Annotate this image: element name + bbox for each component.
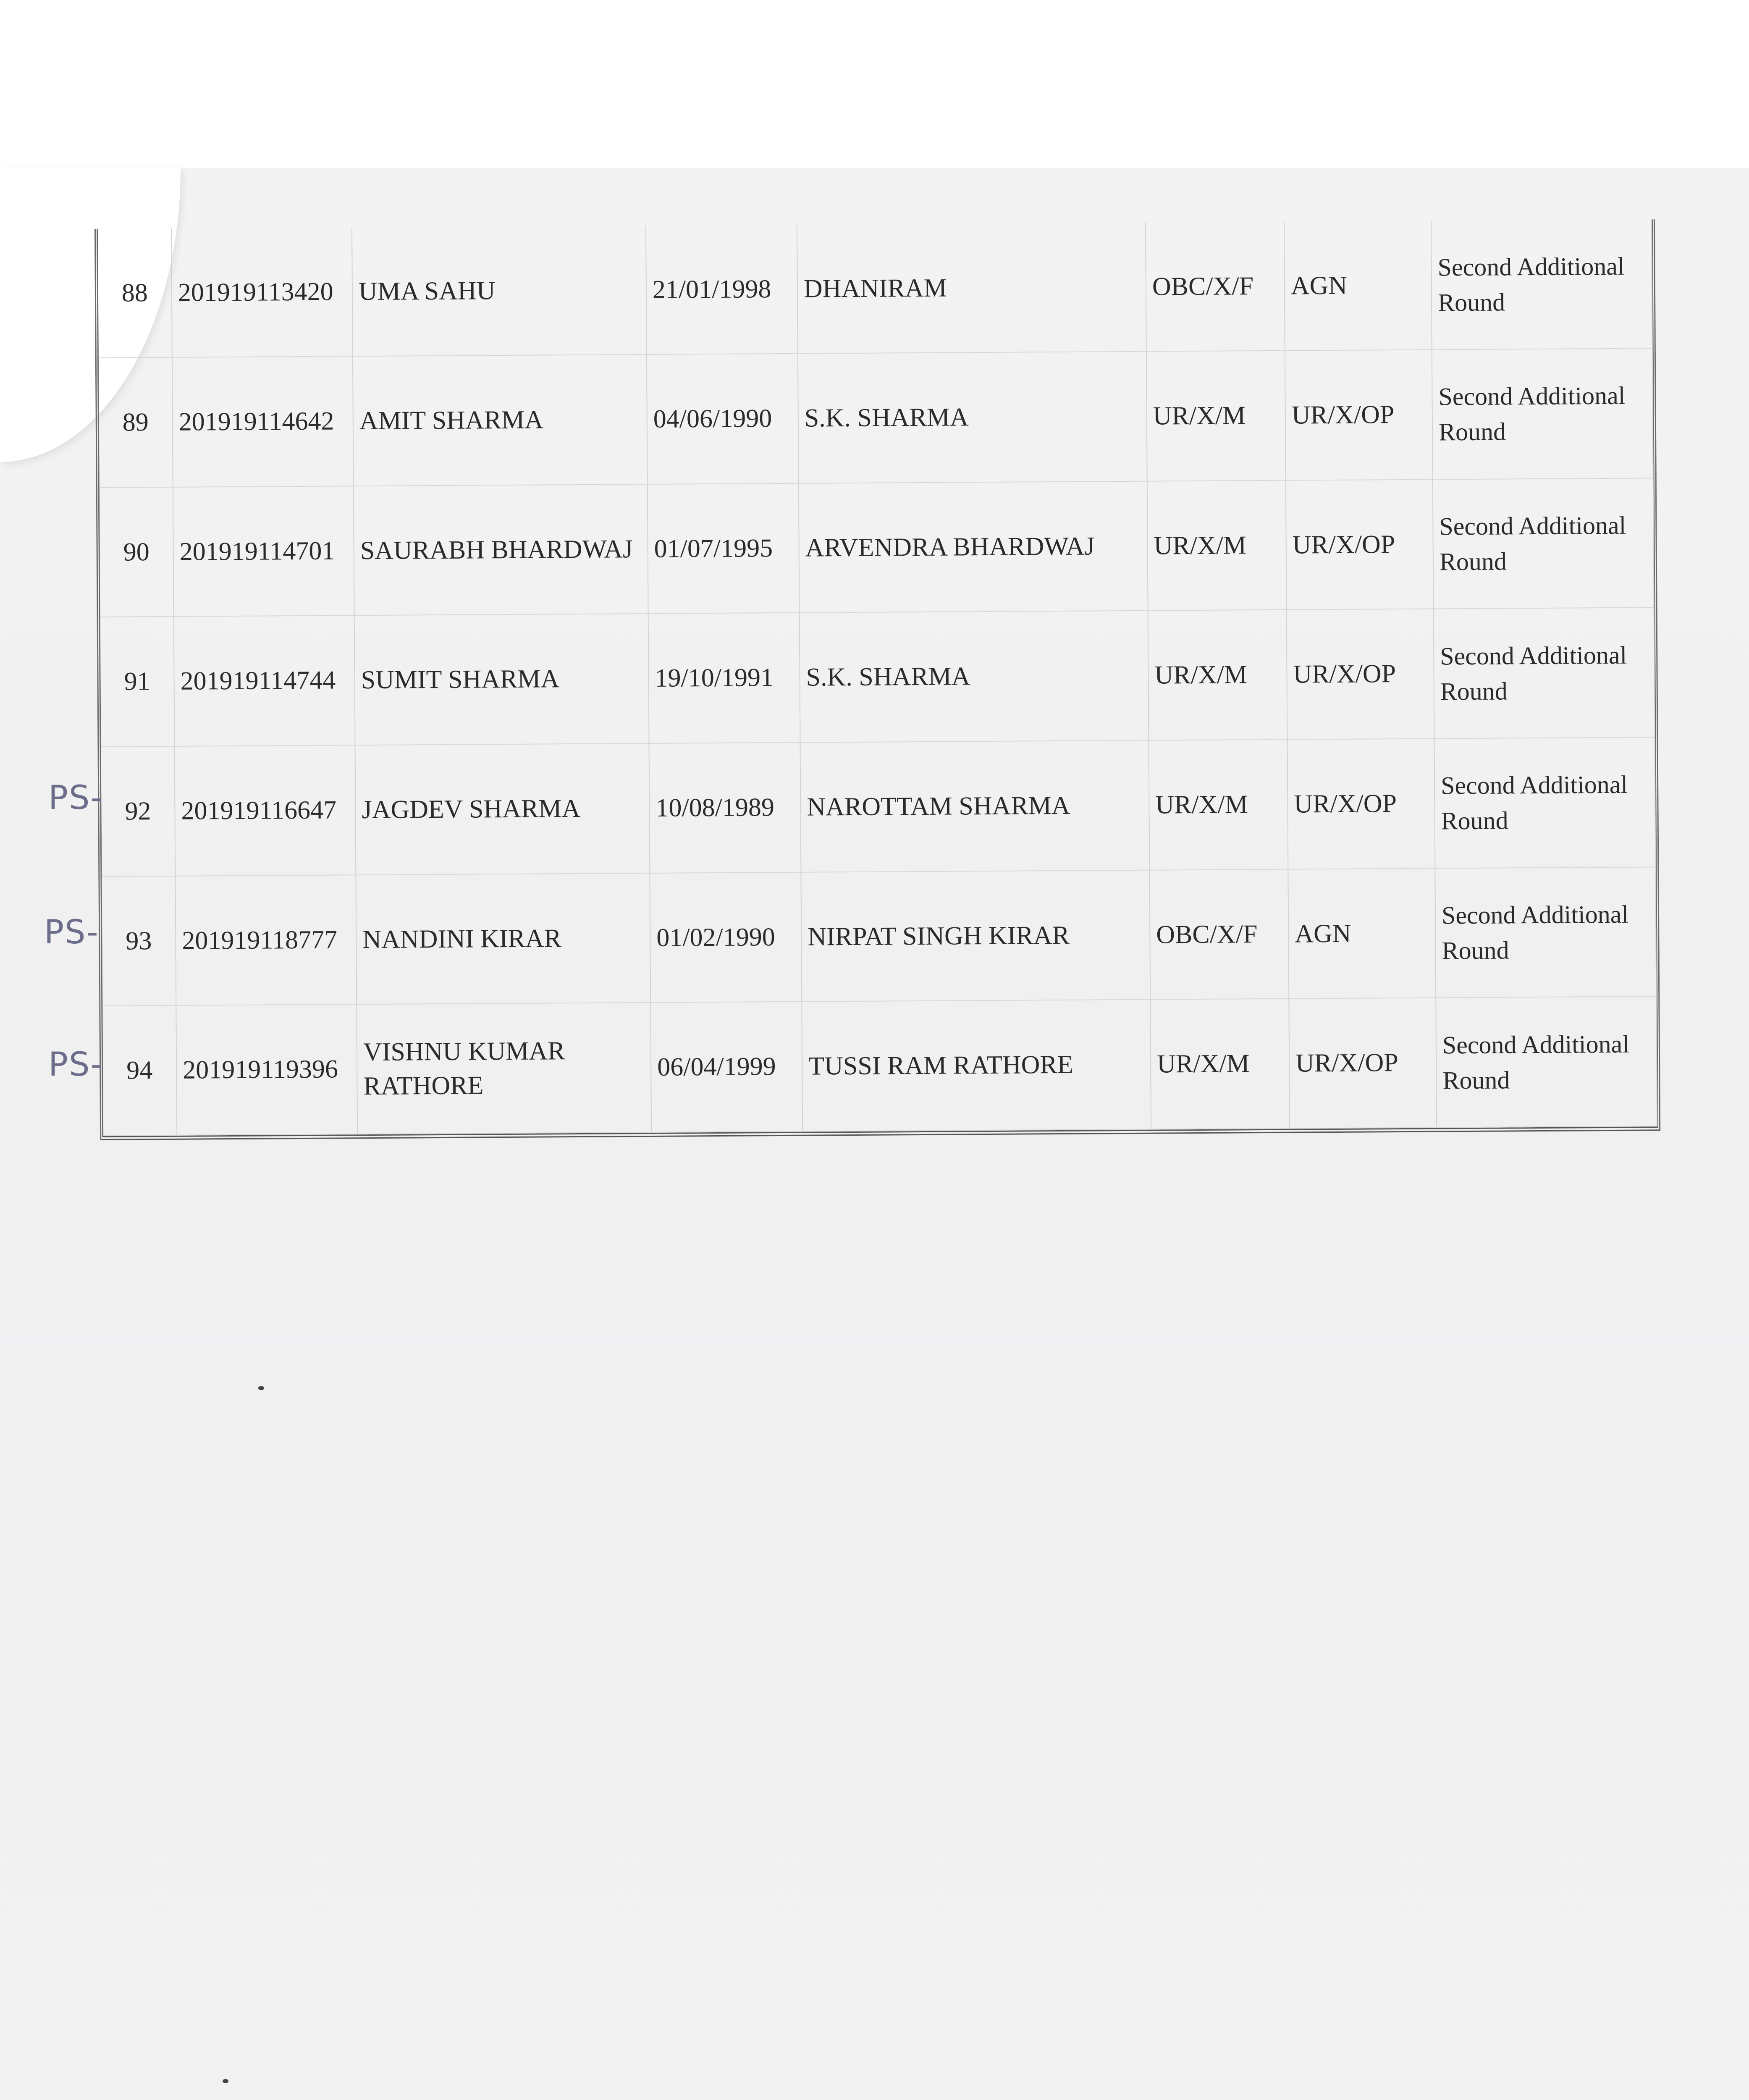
category-cell: UR/X/M xyxy=(1148,610,1287,740)
father-name-cell: DHANIRAM xyxy=(797,223,1146,354)
round-cell: Second Additional Round xyxy=(1434,737,1655,868)
category-cell: UR/X/M xyxy=(1150,999,1290,1129)
table-row xyxy=(99,348,1653,487)
category-cell: OBC/X/F xyxy=(1149,869,1289,1000)
table-row xyxy=(98,219,1652,357)
candidate-name-cell: JAGDEV SHARMA xyxy=(355,743,650,875)
roll-number-cell: 201919114744 xyxy=(174,615,355,746)
allotted-category-cell: UR/X/OP xyxy=(1289,998,1437,1129)
father-name-cell: TUSSI RAM RATHORE xyxy=(802,1000,1151,1131)
candidate-name-cell: AMIT SHARMA xyxy=(353,354,648,486)
date-of-birth-cell: 01/02/1990 xyxy=(650,872,802,1003)
father-name-cell: NIRPAT SINGH KIRAR xyxy=(801,870,1150,1002)
round-cell: Second Additional Round xyxy=(1435,867,1656,998)
date-of-birth-cell: 06/04/1999 xyxy=(650,1002,802,1132)
category-cell: UR/X/M xyxy=(1147,480,1287,611)
candidate-name-cell: UMA SAHU xyxy=(352,226,647,356)
category-cell: UR/X/M xyxy=(1146,351,1286,481)
allotted-category-cell: UR/X/OP xyxy=(1285,349,1433,480)
date-of-birth-cell: 19/10/1991 xyxy=(648,613,800,743)
table-body xyxy=(98,219,1657,1136)
table-row xyxy=(100,478,1654,617)
results-table-frame xyxy=(94,219,1660,1140)
roll-number-cell: 201919113420 xyxy=(171,227,353,357)
candidate-name-cell: SUMIT SHARMA xyxy=(354,614,649,745)
allotted-category-cell: UR/X/OP xyxy=(1286,479,1434,610)
dust-speck xyxy=(223,2079,228,2083)
handwritten-mark: PS- xyxy=(48,1046,103,1084)
round-cell: Second Additional Round xyxy=(1434,608,1655,739)
candidate-name-cell: SAURABH BHARDWAJ xyxy=(354,484,648,616)
serial-number-cell: 94 xyxy=(102,1005,177,1136)
serial-number-cell: 93 xyxy=(102,876,176,1006)
category-cell: OBC/X/F xyxy=(1146,222,1285,352)
allotted-category-cell: UR/X/OP xyxy=(1287,609,1434,740)
round-cell: Second Additional Round xyxy=(1432,348,1653,479)
dust-speck xyxy=(258,1386,264,1390)
father-name-cell: NAROTTAM SHARMA xyxy=(800,740,1150,872)
serial-number-cell: 89 xyxy=(99,357,173,488)
roll-number-cell: 201919116647 xyxy=(175,745,356,876)
date-of-birth-cell: 21/01/1998 xyxy=(646,225,798,354)
serial-number-cell: 92 xyxy=(101,746,176,877)
table-row xyxy=(102,867,1656,1006)
father-name-cell: S.K. SHARMA xyxy=(798,352,1147,483)
allotted-category-cell: AGN xyxy=(1284,221,1432,351)
serial-number-cell: 91 xyxy=(100,617,175,747)
results-table xyxy=(98,219,1657,1136)
allotted-category-cell: AGN xyxy=(1288,868,1436,999)
serial-number-cell: 88 xyxy=(98,228,172,358)
date-of-birth-cell: 04/06/1990 xyxy=(647,354,799,484)
table-row xyxy=(102,997,1657,1136)
candidate-name-cell: VISHNU KUMAR RATHORE xyxy=(357,1003,651,1134)
candidate-name-cell: NANDINI KIRAR xyxy=(356,873,650,1005)
serial-number-cell: 90 xyxy=(100,487,174,617)
father-name-cell: S.K. SHARMA xyxy=(800,611,1149,743)
father-name-cell: ARVENDRA BHARDWAJ xyxy=(799,481,1148,613)
category-cell: UR/X/M xyxy=(1149,740,1288,870)
date-of-birth-cell: 01/07/1995 xyxy=(648,483,800,614)
roll-number-cell: 201919118777 xyxy=(175,875,357,1005)
roll-number-cell: 201919119396 xyxy=(176,1005,357,1135)
table-row xyxy=(101,737,1656,876)
handwritten-mark: PS- xyxy=(44,914,99,951)
allotted-category-cell: UR/X/OP xyxy=(1287,738,1435,869)
handwritten-mark: PS- xyxy=(48,779,103,817)
roll-number-cell: 201919114642 xyxy=(172,356,354,487)
roll-number-cell: 201919114701 xyxy=(173,486,354,617)
round-cell: Second Additional Round xyxy=(1436,997,1657,1128)
round-cell: Second Additional Round xyxy=(1433,478,1654,609)
table-row xyxy=(100,608,1655,747)
date-of-birth-cell: 10/08/1989 xyxy=(649,743,801,873)
round-cell: Second Additional Round xyxy=(1431,219,1652,349)
